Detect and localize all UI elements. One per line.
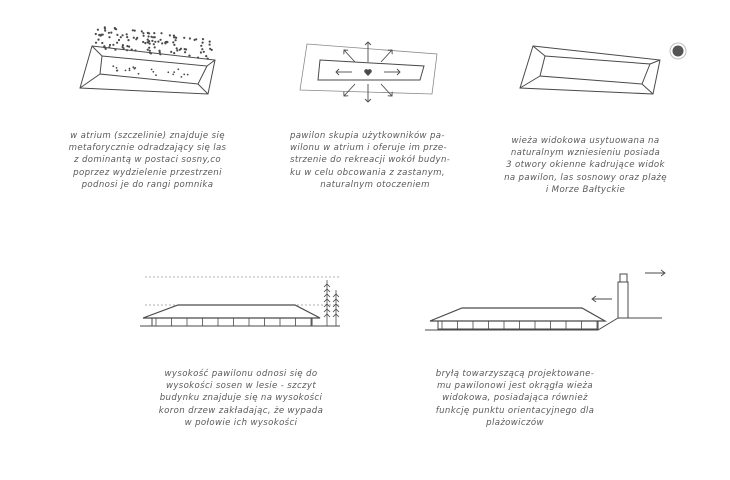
caption-line: funkcję punktu orientacyjnego dla	[435, 405, 595, 416]
dot	[184, 51, 186, 53]
caption-line: wilonu w atrium i oferuje im prze-	[290, 143, 447, 154]
dot	[154, 46, 156, 48]
dot	[104, 30, 106, 32]
dot	[132, 66, 134, 68]
dot	[201, 48, 203, 50]
caption-line: poprzez wydzielenie przestrzeni	[73, 167, 222, 178]
dot	[152, 71, 154, 73]
caption-line: 3 otwory okienne kadrujące widok	[506, 160, 665, 171]
dot	[125, 70, 127, 72]
arrow	[344, 50, 355, 62]
caption-line: plażowiczów	[486, 417, 544, 428]
dot	[159, 51, 161, 53]
caption-line: wysokość pawilonu odnosi się do	[164, 369, 318, 379]
dot	[98, 34, 100, 36]
dot	[176, 49, 178, 51]
dot	[209, 41, 211, 43]
caption-atrium	[60, 130, 235, 191]
arrow	[381, 50, 392, 62]
window-strip	[156, 318, 311, 326]
dot	[147, 39, 149, 41]
dot	[95, 33, 97, 35]
dot	[108, 32, 110, 34]
dot	[202, 38, 204, 40]
dot	[147, 35, 149, 37]
dot	[110, 31, 112, 33]
caption-line: bryłą towarzyszącą projektowane-	[435, 369, 595, 379]
dot	[176, 47, 178, 49]
caption-line: widokowa, posiadająca również	[442, 393, 588, 404]
dot	[172, 74, 174, 76]
sun-icon	[670, 43, 686, 59]
forest-dots-icon	[95, 26, 213, 59]
dot	[141, 30, 143, 32]
caption-line: strzenie do rekreacji wokół budyn-	[290, 155, 451, 166]
dot	[147, 32, 149, 34]
dot	[160, 39, 162, 41]
dot	[133, 37, 135, 39]
dot	[188, 55, 190, 57]
pavilion-body	[152, 318, 312, 326]
dot	[116, 67, 118, 69]
dot	[169, 34, 171, 36]
dot	[175, 39, 177, 41]
dot	[160, 32, 162, 34]
caption-line: ku w celu obcowania z zastanym,	[290, 167, 445, 178]
caption-line: na pawilon, las sosnowy oraz plażę	[504, 172, 667, 183]
dot	[148, 47, 150, 49]
caption-line: naturalnym wzniesieniu posiada	[510, 148, 661, 159]
dot	[194, 39, 196, 41]
dot	[173, 52, 175, 54]
dot	[101, 42, 103, 44]
dot	[120, 36, 122, 38]
dot	[184, 48, 186, 50]
caption-pavilion-gathering	[290, 130, 460, 191]
dot	[147, 49, 149, 51]
dot	[207, 58, 209, 60]
dot	[197, 57, 199, 59]
dot	[135, 38, 137, 40]
dot	[153, 43, 155, 45]
dot	[155, 74, 157, 76]
caption-pavilion-height	[146, 368, 336, 429]
dot	[159, 53, 161, 55]
dot	[122, 34, 124, 36]
dot	[122, 46, 124, 48]
dot	[97, 29, 99, 31]
pavilion-roof	[143, 305, 320, 318]
dot	[126, 36, 128, 38]
dot	[183, 37, 185, 39]
dot	[200, 51, 202, 53]
caption-line: wysokości sosen w lesie - szczyt	[165, 381, 317, 392]
roof-ridge	[540, 56, 650, 84]
heart-icon	[364, 69, 372, 76]
dot	[114, 27, 116, 29]
dot	[109, 44, 111, 46]
dot	[170, 51, 172, 53]
dot	[131, 49, 133, 51]
dot	[200, 45, 202, 47]
dot	[134, 30, 136, 32]
dot	[209, 44, 211, 46]
dot	[100, 34, 102, 36]
dot	[126, 45, 128, 47]
dot	[142, 41, 144, 43]
dot	[116, 70, 118, 72]
dot	[112, 44, 114, 46]
dot	[126, 49, 128, 51]
dot	[173, 71, 175, 73]
dot	[209, 48, 211, 50]
dot	[173, 44, 175, 46]
pavilion-body	[438, 321, 598, 329]
caption-line: mu pawilonowi jest okrągła wieża	[436, 381, 594, 392]
dot	[189, 37, 191, 39]
dot	[157, 41, 159, 43]
dot	[167, 71, 169, 73]
dot	[151, 69, 153, 71]
dot	[150, 52, 152, 54]
arrow	[344, 84, 355, 96]
dot	[104, 27, 106, 29]
dot	[172, 41, 174, 43]
dot	[112, 65, 114, 67]
atrium-slit	[100, 56, 207, 84]
dot	[202, 42, 204, 44]
caption-line: pawilon skupia użytkowników pa-	[290, 131, 445, 141]
dot	[149, 50, 151, 52]
dot	[132, 29, 134, 31]
dot	[108, 46, 110, 48]
caption-line: metaforycznie odradzający się las	[68, 143, 227, 154]
dot	[116, 42, 118, 44]
dot	[161, 42, 163, 44]
dot	[122, 44, 124, 46]
caption-line: budynku znajduje się na wysokości	[159, 393, 323, 404]
dot	[154, 41, 156, 43]
atrium-dots-icon	[112, 65, 188, 78]
dot	[108, 36, 110, 38]
dot	[97, 39, 99, 41]
dot	[103, 45, 105, 47]
caption-round-tower	[420, 368, 610, 429]
dot	[134, 68, 136, 70]
dot	[129, 68, 131, 70]
caption-line: z dominantą w postaci sosny,co	[74, 155, 221, 166]
gathering-diagram	[300, 44, 437, 94]
dot	[151, 40, 153, 42]
dot	[118, 39, 120, 41]
caption-viewing-tower	[503, 135, 668, 196]
dot	[205, 55, 207, 57]
dot	[127, 39, 129, 41]
dot	[187, 74, 189, 76]
dot	[142, 32, 144, 34]
tower-body	[618, 282, 628, 318]
ground-line	[425, 318, 662, 330]
caption-line: podnosi je do rangi pomnika	[81, 179, 214, 190]
dot	[181, 76, 183, 78]
dot	[105, 48, 107, 50]
dot	[153, 32, 155, 34]
dot	[95, 42, 97, 44]
caption-line: w atrium (szczelinie) znajduje się	[70, 131, 225, 141]
atrium-diagram	[80, 46, 215, 94]
caption-line: koron drzew zakładając, że wypada	[158, 405, 324, 416]
tower-view-diagram	[520, 46, 660, 94]
dot	[116, 34, 118, 36]
dot	[175, 37, 177, 39]
dot	[138, 73, 140, 75]
tower-top	[620, 274, 627, 282]
dot	[177, 68, 179, 70]
site-plane	[300, 44, 437, 94]
dot	[126, 33, 128, 35]
dot	[114, 49, 116, 51]
caption-line: wieża widokowa usytuowana na	[511, 136, 660, 146]
dot	[166, 41, 168, 43]
dot	[180, 48, 182, 50]
dot	[143, 35, 145, 37]
dot	[203, 51, 205, 53]
window-strip	[442, 321, 597, 329]
caption-line: naturalnym otoczeniem	[320, 179, 430, 190]
dot	[129, 69, 131, 71]
pine-trees-icon	[324, 280, 339, 326]
height-diagram	[140, 277, 340, 326]
dot	[149, 43, 151, 45]
dot	[152, 36, 154, 38]
dot	[173, 36, 175, 38]
dot	[134, 49, 136, 51]
caption-line: i Morze Bałtyckie	[545, 184, 626, 195]
dot	[144, 42, 146, 44]
round-tower-diagram	[425, 274, 662, 330]
caption-line: w połowie ich wysokości	[184, 417, 298, 428]
pavilion-roof	[430, 308, 605, 321]
arrow	[381, 84, 392, 96]
dot	[183, 74, 185, 76]
